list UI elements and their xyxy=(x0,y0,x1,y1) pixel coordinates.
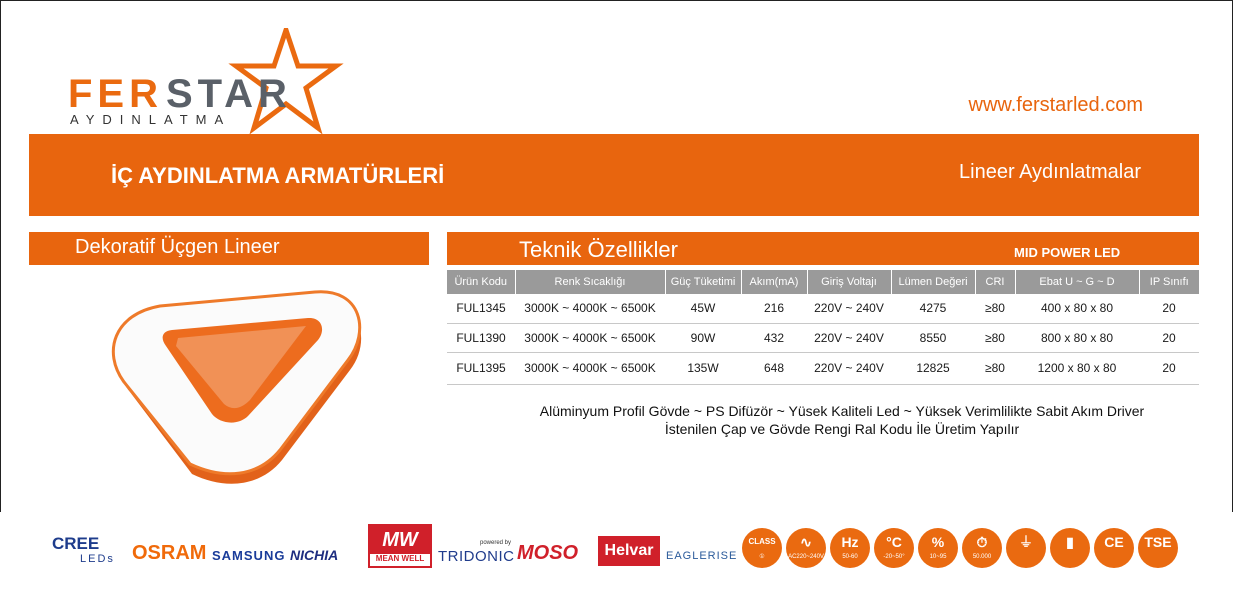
meanwell-logo-mark: MW xyxy=(370,526,430,554)
cell-current: 648 xyxy=(741,352,807,384)
table-row xyxy=(447,294,1199,323)
frequency-icon: Hz 50-60 xyxy=(830,528,870,568)
website-link[interactable]: www.ferstarled.com xyxy=(968,94,1143,116)
banner-title: İÇ AYDINLATMA ARMATÜRLERİ xyxy=(111,163,445,188)
class-icon: CLASS ① xyxy=(742,528,782,568)
samsung-logo: SAMSUNG xyxy=(212,548,286,563)
tse-icon: TSE xyxy=(1138,528,1178,568)
specs-table-header xyxy=(447,270,1199,294)
logo-text-fer: FER xyxy=(68,72,163,116)
header-color-temp: Renk Sıcaklığı xyxy=(515,270,665,294)
meanwell-logo-text: MEAN WELL xyxy=(375,554,425,563)
cell-lumen: 8550 xyxy=(891,323,975,352)
cell-ip-class: 20 xyxy=(1139,294,1199,323)
header-product-code: Ürün Kodu xyxy=(447,270,515,294)
led-type-label: MID POWER LED xyxy=(1014,245,1121,260)
moso-logo: MOSO xyxy=(517,542,579,564)
banner-category: Lineer Aydınlatmalar xyxy=(959,161,1141,183)
product-name: Dekoratif Üçgen Lineer xyxy=(75,236,280,258)
cell-input-voltage: 220V ~ 240V xyxy=(807,352,891,384)
header-cri: CRI xyxy=(975,270,1015,294)
page-border-top xyxy=(0,0,1233,1)
cell-product-code: FUL1345 xyxy=(447,294,515,323)
tridonic-logo-sub: powered by xyxy=(480,540,512,546)
nichia-logo: NICHIA xyxy=(290,547,339,563)
cell-color-temp: 3000K ~ 4000K ~ 6500K xyxy=(515,352,665,384)
ground-icon: ⏚ xyxy=(1006,528,1046,568)
header-dimensions: Ebat U ~ G ~ D xyxy=(1015,270,1139,294)
cree-logo-sub: LEDs xyxy=(80,553,115,565)
logo-text-star: STAR xyxy=(166,72,292,116)
product-image xyxy=(100,282,370,492)
cell-dimensions: 400 x 80 x 80 xyxy=(1015,294,1139,323)
cell-product-code: FUL1395 xyxy=(447,352,515,384)
cell-lumen: 4275 xyxy=(891,294,975,323)
table-row xyxy=(447,352,1199,384)
cree-logo: CREE xyxy=(52,534,100,553)
header-ip-class: IP Sınıfı xyxy=(1139,270,1199,294)
cell-power: 90W xyxy=(665,323,741,352)
tridonic-logo: TRIDONIC xyxy=(438,548,515,565)
helvar-logo: Helvar xyxy=(598,536,660,566)
header-current: Akım(mA) xyxy=(741,270,807,294)
cell-dimensions: 800 x 80 x 80 xyxy=(1015,323,1139,352)
cell-dimensions: 1200 x 80 x 80 xyxy=(1015,352,1139,384)
description-line-1: Alüminyum Profil Gövde ~ PS Difüzör ~ Yüsek Kaliteli Led ~ Yüksek Verimlilikte Sabit Akım Driver xyxy=(539,403,1145,419)
specs-table xyxy=(447,270,1199,385)
ferstar-logo xyxy=(64,28,344,136)
cell-power: 135W xyxy=(665,352,741,384)
temperature-icon: °C -20~50° xyxy=(874,528,914,568)
description-line-2: İstenilen Çap ve Gövde Rengi Ral Kodu İle Üretim Yapılır xyxy=(664,421,1020,437)
specs-title: Teknik Özellikler xyxy=(519,237,678,262)
lifetime-icon: ⏱ 50.000 xyxy=(962,528,1002,568)
specs-header-bar xyxy=(447,232,1199,265)
cell-lumen: 12825 xyxy=(891,352,975,384)
lamp-icon: ▮ xyxy=(1050,528,1090,568)
product-description xyxy=(447,402,1233,438)
category-banner xyxy=(29,134,1199,216)
cell-ip-class: 20 xyxy=(1139,352,1199,384)
humidity-icon: % 10~95 xyxy=(918,528,958,568)
cell-current: 432 xyxy=(741,323,807,352)
header-input-voltage: Giriş Voltajı xyxy=(807,270,891,294)
header-lumen: Lümen Değeri xyxy=(891,270,975,294)
cell-input-voltage: 220V ~ 240V xyxy=(807,294,891,323)
page-border-left xyxy=(0,0,1,512)
osram-logo: OSRAM xyxy=(132,542,207,564)
product-name-bar xyxy=(29,232,429,265)
cell-cri: ≥80 xyxy=(975,294,1015,323)
cell-ip-class: 20 xyxy=(1139,323,1199,352)
cell-color-temp: 3000K ~ 4000K ~ 6500K xyxy=(515,323,665,352)
eaglerise-logo: EAGLERISE xyxy=(666,550,738,562)
cell-power: 45W xyxy=(665,294,741,323)
logo-tagline: AYDINLATMA xyxy=(70,112,232,127)
cell-cri: ≥80 xyxy=(975,352,1015,384)
ce-icon: CE xyxy=(1094,528,1134,568)
brand-logos-strip xyxy=(0,520,1233,580)
table-row xyxy=(447,323,1199,352)
cell-current: 216 xyxy=(741,294,807,323)
cell-input-voltage: 220V ~ 240V xyxy=(807,323,891,352)
cell-cri: ≥80 xyxy=(975,323,1015,352)
cell-color-temp: 3000K ~ 4000K ~ 6500K xyxy=(515,294,665,323)
voltage-icon: ∿ AC220~240V xyxy=(786,528,826,568)
cell-product-code: FUL1390 xyxy=(447,323,515,352)
meanwell-logo xyxy=(368,524,432,568)
header-power: Güç Tüketimi xyxy=(665,270,741,294)
